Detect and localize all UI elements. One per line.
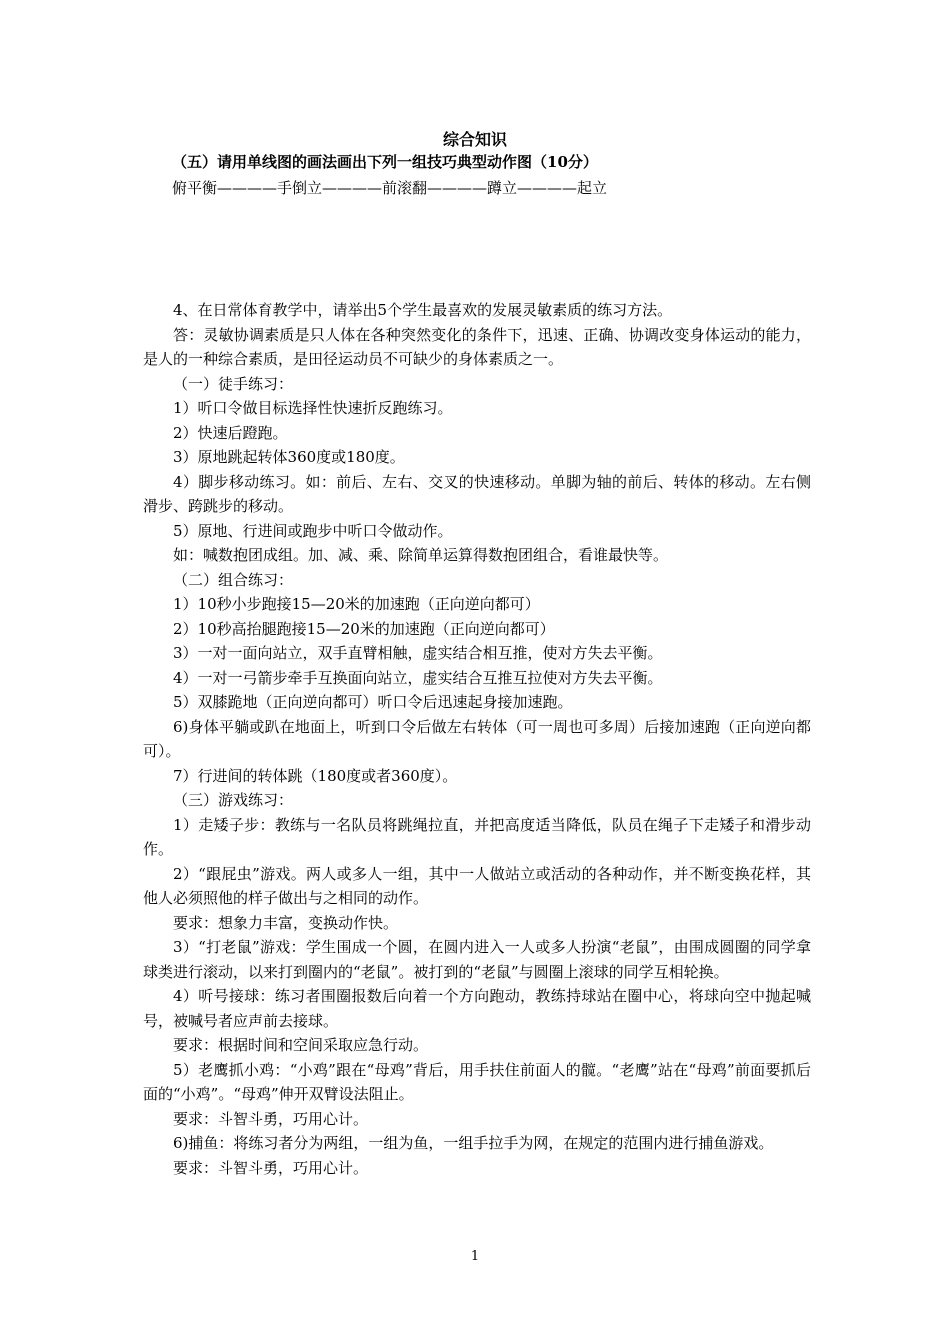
paragraph: 要求：斗智斗勇，巧用心计。 — [173, 1158, 369, 1177]
paragraph: 3）一对一面向站立，双手直臂相触，虚实结合相互推，使对方失去平衡。 — [173, 644, 663, 662]
paragraph: 要求：根据时间和空间采取应急行动。 — [173, 1036, 429, 1054]
paragraph: 1）10秒小步跑接15—20米的加速跑（正向逆向都可） — [173, 595, 540, 613]
page-title: 综合知识 — [442, 130, 507, 149]
paragraph: 要求：想象力丰富，变换动作快。 — [173, 913, 399, 932]
paragraph: 1）走矮子步：教练与一名队员将跳绳拉直，并把高度适当降低，队员在绳子下走矮子和滑步动作。 — [143, 815, 811, 858]
paragraph: 6)身体平躺或趴在地面上，听到口令后做左右转体（可一周也可多周）后接加速跑（正向逆向都可）。 — [143, 717, 811, 760]
paragraph: 3）原地跳起转体360度或180度。 — [173, 448, 405, 466]
paragraph: 要求：斗智斗勇，巧用心计。 — [173, 1109, 369, 1128]
section-heading: （五）请用单线图的画法画出下列一组技巧典型动作图（10分） — [172, 153, 598, 171]
paragraph: 7）行进间的转体跳（180度或者360度）。 — [173, 766, 458, 785]
paragraph: （三）游戏练习： — [173, 791, 294, 809]
paragraph: 4）一对一弓箭步牵手互换面向站立，虚实结合互推互拉使对方失去平衡。 — [173, 668, 663, 687]
paragraph: 2）10秒高抬腿跑接15—20米的加速跑（正向逆向都可） — [173, 619, 555, 638]
paragraph: 4）听号接球：练习者围圈报数后向着一个方向跑动，教练持球站在圈中心，将球向空中抛起喊号，被喊号者应声前去接球。 — [143, 987, 811, 1030]
paragraph: 5）老鹰抓小鸡：“小鸡”跟在“母鸡”背后，用手扶住前面人的髋。“老鹰”站在“母鸡”前面要抓后面的“小鸡”。“母鸡”伸开双臂设法阻止。 — [143, 1060, 811, 1103]
paragraph: 4）脚步移动练习。如：前后、左右、交叉的快速移动。单脚为轴的前后、转体的移动。左右侧滑步、跨跳步的移动。 — [143, 472, 811, 515]
paragraph: （一）徒手练习： — [173, 374, 294, 393]
paragraph: 5）双膝跪地（正向逆向都可）听口令后迅速起身接加速跑。 — [173, 693, 573, 711]
paragraph: 3）“打老鼠”游戏：学生围成一个圆，在圆内进入一人或多人扮演“老鼠”，由围成圆圈的同学拿球类进行滚动，以来打到圈内的“老鼠”。被打到的“老鼠”与圆圈上滚球的同学互相轮换。 — [143, 938, 811, 981]
body-text — [143, 298, 811, 1180]
paragraph: 2）“跟屁虫”游戏。两人或多人一组，其中一人做站立或活动的各种动作，并不断变换花样，其他人必须照他的样子做出与之相同的动作。 — [143, 864, 811, 907]
paragraph: （二）组合练习： — [173, 570, 294, 589]
paragraph: 如：喊数抱团成组。加、减、乘、除简单运算得数抱团组合，看谁最快等。 — [173, 546, 669, 564]
page-number: 1 — [470, 1249, 480, 1264]
paragraph: 2）快速后蹬跑。 — [173, 423, 288, 442]
paragraph: 1）听口令做目标选择性快速折反跑练习。 — [173, 399, 453, 417]
action-sequence: 俯平衡————手倒立————前滚翻————蹲立————起立 — [172, 179, 608, 197]
paragraph: 6)捕鱼：将练习者分为两组，一组为鱼，一组手拉手为网，在规定的范围内进行捕鱼游戏。 — [173, 1134, 774, 1152]
paragraph: 4、在日常体育教学中，请举出5个学生最喜欢的发展灵敏素质的练习方法。 — [173, 301, 673, 319]
paragraph: 答：灵敏协调素质是只人体在各种突然变化的条件下，迅速、正确、协调改变身体运动的能力，是人的一种综合素质，是田径运动员不可缺少的身体素质之一。 — [143, 325, 811, 368]
paragraph: 5）原地、行进间或跑步中听口令做动作。 — [173, 521, 453, 540]
